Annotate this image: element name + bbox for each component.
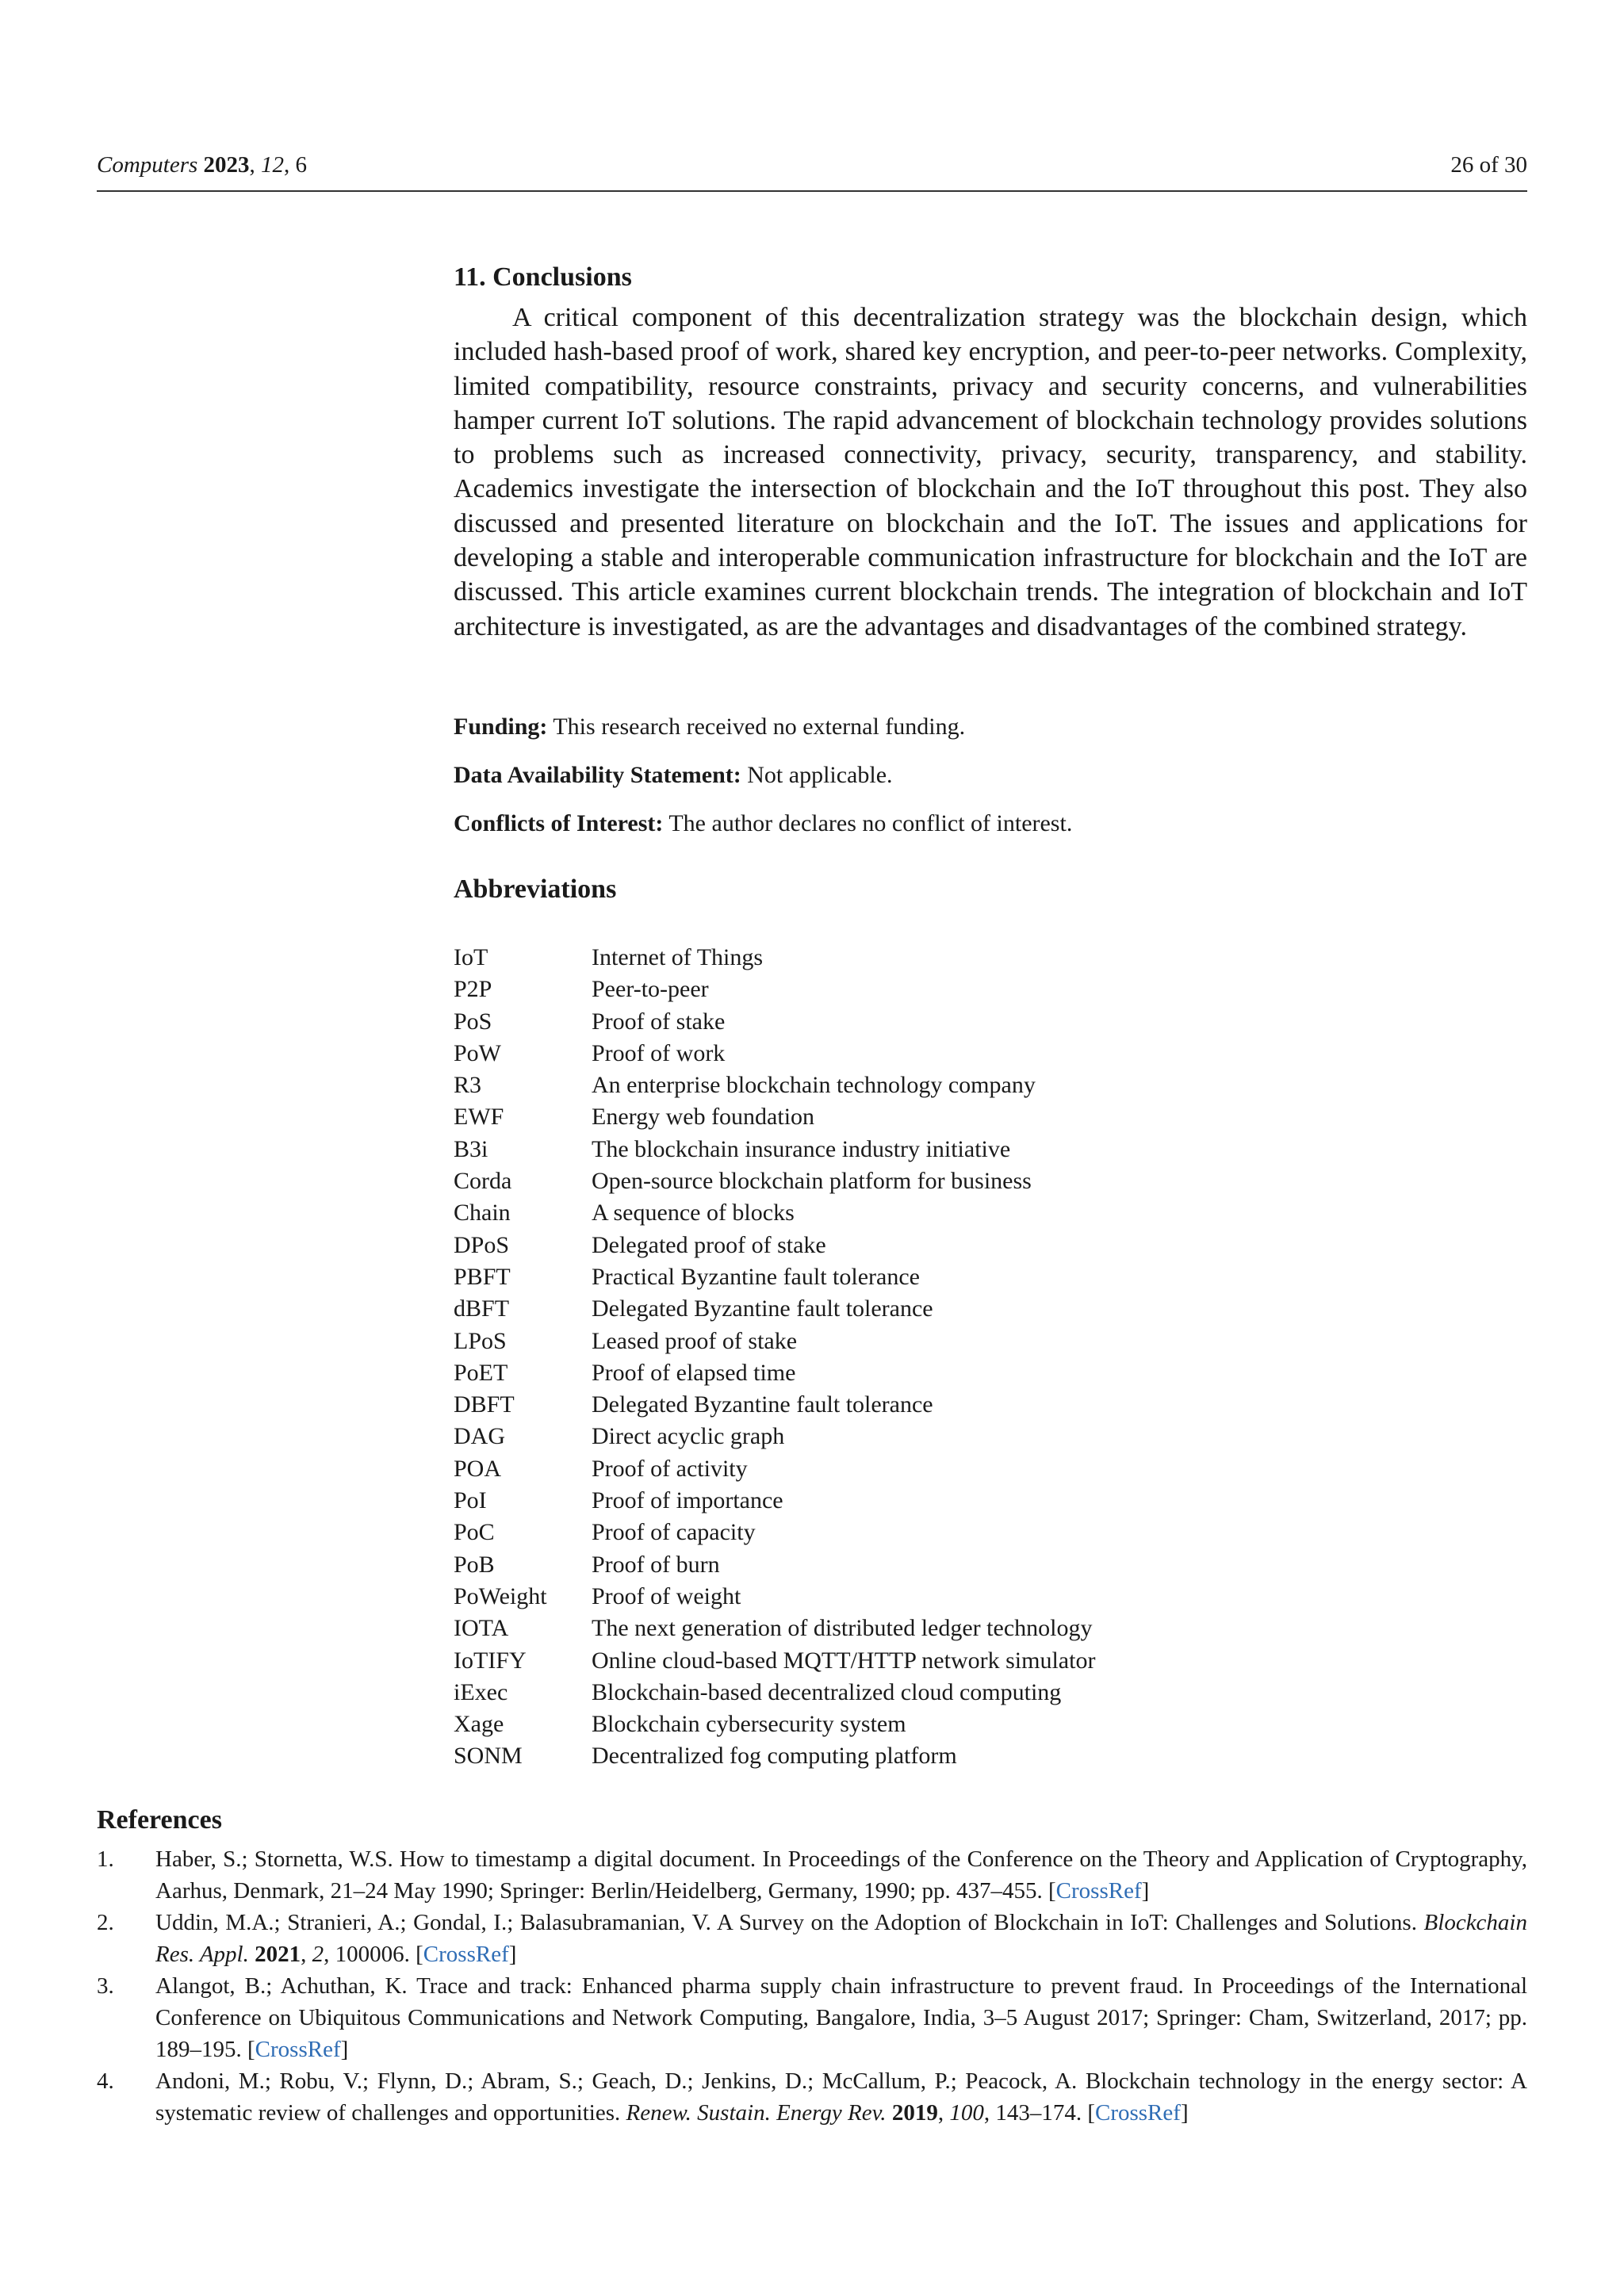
conflicts-label: Conflicts of Interest: (454, 810, 664, 836)
abbreviation-term: EWF (454, 1104, 504, 1131)
abbreviation-term: POA (454, 1455, 502, 1482)
abbreviation-row (454, 1230, 1527, 1261)
conclusions-paragraph: A critical component of this decentralization strategy was the blockchain design, which included hash-based proof of work, shared key encryption, and peer-to-peer networks. Complexity, limited compatibility, resource constraints, privacy and security concerns, and vulnerabilities hamper current IoT solutions. The rapid advancement of blockchain technology provides solutions to problems such as increased connectivity, privacy, security, transparency, and stability. Academics investigate the intersection of blockchain and the IoT throughout this post. They also discussed and presented literature on blockchain and the IoT. The issues and applications for developing a stable and interoperable communication infrastructure for blockchain and the IoT are discussed. This article examines current blockchain trends. The integration of blockchain and IoT architecture is investigated, as are the advantages and disadvantages of the combined strategy. (454, 303, 1527, 641)
abbreviation-term: LPoS (454, 1327, 507, 1354)
abbreviation-definition: The next generation of distributed ledger technology (592, 1615, 1093, 1642)
abbreviation-row (454, 942, 1527, 974)
reference-text: Andoni, M.; Robu, V.; Flynn, D.; Abram, S.; Geach, D.; Jenkins, D.; McCallum, P.; Peacock, A. Blockchain technology in the energy sector: A systematic review of challenges and opportunities. (155, 2068, 1527, 2126)
abbreviation-row (454, 1740, 1527, 1772)
abbreviation-row (454, 1038, 1527, 1070)
abbreviation-definition: Proof of work (592, 1039, 726, 1066)
article-number: 6 (295, 152, 308, 178)
funding-statement (454, 711, 1527, 743)
journal-volume: 12 (261, 152, 285, 178)
reference-number: 2. (97, 1910, 114, 1935)
abbreviation-definition: Open-source blockchain platform for business (592, 1168, 1032, 1195)
reference-text: Uddin, M.A.; Stranieri, A.; Gondal, I.; Balasubramanian, V. A Survey on the Adoption of Blockchain in IoT: Challenges and Solutions. (155, 1910, 1417, 1935)
abbreviations-table (454, 942, 1527, 1773)
abbreviation-row (454, 1453, 1527, 1485)
abbreviation-row (454, 1581, 1527, 1613)
abbreviation-row (454, 974, 1527, 1005)
reference-year: 2019 (891, 2100, 938, 2126)
abbreviation-row (454, 1389, 1527, 1421)
abbreviation-term: PoET (454, 1359, 508, 1386)
abbreviation-definition: Proof of importance (592, 1487, 783, 1514)
abbreviation-definition: Proof of weight (592, 1582, 741, 1609)
abbreviation-row (454, 1326, 1527, 1357)
data-availability-text: Not applicable. (747, 762, 893, 788)
abbreviation-definition: Energy web foundation (592, 1104, 815, 1131)
abbreviation-definition: An enterprise blockchain technology company (592, 1072, 1036, 1099)
abbreviation-term: SONM (454, 1743, 523, 1770)
journal-year: 2023 (203, 152, 250, 178)
reference-pages: , 100006. (324, 1942, 410, 1967)
abbreviation-definition: The blockchain insurance industry initiative (592, 1135, 1011, 1162)
abbreviation-row (454, 1006, 1527, 1038)
abbreviation-row (454, 1357, 1527, 1389)
reference-year: 2021 (255, 1942, 301, 1967)
crossref-link[interactable]: CrossRef (255, 2037, 341, 2062)
reference-number: 1. (97, 1846, 114, 1872)
abbreviation-definition: Blockchain cybersecurity system (592, 1711, 906, 1738)
abbreviation-row (454, 1485, 1527, 1517)
abbreviation-row (454, 1549, 1527, 1581)
abbreviation-term: R3 (454, 1072, 482, 1099)
abbreviation-term: DAG (454, 1423, 505, 1450)
page-number: 26 of 30 (1450, 152, 1527, 178)
abbreviation-row (454, 1134, 1527, 1165)
reference-text: Alangot, B.; Achuthan, K. Trace and track: Enhanced pharma supply chain infrastructure to prevent fraud. In Proceedings of the International Conference on Ubiquitous Communications and Network Computing, Bangalore, India, 3–5 August 2017; Springer: Cham, Switzerland, 2017; pp. 189–195. (155, 1973, 1527, 2062)
abbreviation-definition: Leased proof of stake (592, 1327, 798, 1354)
abbreviation-row (454, 1613, 1527, 1644)
abbreviation-definition: Delegated proof of stake (592, 1231, 826, 1258)
abbreviation-row (454, 1165, 1527, 1197)
reference-item: 3. Alangot, B.; Achuthan, K. Trace and track: Enhanced pharma supply chain infrastructure to prevent fraud. In Proceedings of the International Conference on Ubiquitous Communications and Network Computing, Bangalore, India, 3–5 August 2017; Springer: Cham, Switzerland, 2017; pp. 189–195. [CrossRef] (97, 1970, 1527, 2065)
conflicts-statement (454, 808, 1527, 840)
abbreviation-definition: Practical Byzantine fault tolerance (592, 1263, 920, 1290)
abbreviation-row (454, 1197, 1527, 1229)
abbreviation-term: iExec (454, 1678, 508, 1705)
abbreviation-definition: Blockchain-based decentralized cloud computing (592, 1678, 1062, 1705)
abbreviation-definition: Online cloud-based MQTT/HTTP network simulator (592, 1647, 1096, 1674)
reference-volume: 2 (312, 1942, 324, 1967)
abbreviation-term: Xage (454, 1711, 504, 1738)
abbreviation-term: PoW (454, 1039, 501, 1066)
abbreviations-heading: Abbreviations (454, 874, 617, 904)
journal-citation: Computers 2023, 12, 6 (97, 152, 308, 178)
reference-item: 4. Andoni, M.; Robu, V.; Flynn, D.; Abram, S.; Geach, D.; Jenkins, D.; McCallum, P.; Peacock, A. Blockchain technology in the energy sector: A systematic review of challenges and opportunities. Renew. Sustain. Energy Rev. 2019, 100, 143–174. [CrossRef] (97, 2065, 1527, 2129)
crossref-link[interactable]: CrossRef (1055, 1878, 1142, 1904)
abbreviation-term: P2P (454, 976, 492, 1003)
reference-source: Blockchain Res. Appl. (155, 1910, 1527, 1967)
abbreviation-definition: Internet of Things (592, 944, 764, 970)
abbreviation-term: PoC (454, 1519, 495, 1546)
abbreviation-row (454, 1645, 1527, 1677)
abbreviation-term: DBFT (454, 1391, 515, 1418)
abbreviation-row (454, 1070, 1527, 1101)
abbreviation-row (454, 1101, 1527, 1133)
abbreviation-definition: Proof of burn (592, 1551, 720, 1578)
journal-name: Computers (97, 152, 198, 178)
reference-number: 4. (97, 2068, 114, 2094)
abbreviation-definition: Delegated Byzantine fault tolerance (592, 1295, 933, 1322)
abbreviation-definition: Delegated Byzantine fault tolerance (592, 1391, 933, 1418)
abbreviation-row (454, 1677, 1527, 1709)
data-availability-label: Data Availability Statement: (454, 762, 741, 788)
reference-volume: 100 (949, 2100, 984, 2126)
reference-number: 3. (97, 1973, 114, 1999)
abbreviation-term: PoS (454, 1008, 492, 1035)
abbreviation-definition: A sequence of blocks (592, 1200, 795, 1226)
references-heading: References (97, 1805, 222, 1835)
running-header (97, 149, 1527, 181)
crossref-link[interactable]: CrossRef (423, 1942, 509, 1967)
abbreviation-term: PoB (454, 1551, 495, 1578)
section-heading-conclusions: 11. Conclusions (454, 262, 632, 292)
abbreviation-term: IoTIFY (454, 1647, 527, 1674)
abbreviation-row (454, 1421, 1527, 1452)
crossref-link[interactable]: CrossRef (1094, 2100, 1181, 2126)
abbreviation-row (454, 1517, 1527, 1548)
abbreviation-term: IoT (454, 944, 488, 970)
reference-item: 2. Uddin, M.A.; Stranieri, A.; Gondal, I.; Balasubramanian, V. A Survey on the Adoption of Blockchain in IoT: Challenges and Solutions. Blockchain Res. Appl. 2021, 2, 100006. [CrossRef] (97, 1907, 1527, 1970)
abbreviation-definition: Direct acyclic graph (592, 1423, 785, 1450)
abbreviation-term: dBFT (454, 1295, 510, 1322)
abbreviation-definition: Proof of capacity (592, 1519, 756, 1546)
abbreviation-row (454, 1709, 1527, 1740)
references-list (97, 1843, 1527, 2129)
abbreviation-definition: Proof of elapsed time (592, 1359, 796, 1386)
abbreviation-term: DPoS (454, 1231, 510, 1258)
abbreviation-term: Chain (454, 1200, 511, 1226)
funding-label: Funding: (454, 714, 548, 740)
abbreviation-term: Corda (454, 1168, 512, 1195)
abbreviation-term: B3i (454, 1135, 488, 1162)
abbreviation-definition: Proof of activity (592, 1455, 748, 1482)
funding-text: This research received no external funding. (553, 714, 966, 740)
data-availability-statement (454, 760, 1527, 791)
abbreviation-definition: Decentralized fog computing platform (592, 1743, 957, 1770)
conflicts-text: The author declares no conflict of interest. (668, 810, 1073, 836)
abbreviation-term: PoWeight (454, 1582, 547, 1609)
abbreviation-row (454, 1261, 1527, 1293)
reference-pages: , 143–174. (983, 2100, 1082, 2126)
header-rule (97, 190, 1527, 192)
reference-source: Renew. Sustain. Energy Rev. (626, 2100, 887, 2126)
reference-text: Haber, S.; Stornetta, W.S. How to timestamp a digital document. In Proceedings of the Conference on the Theory and Application of Cryptography, Aarhus, Denmark, 21–24 May 1990; Springer: Berlin/Heidelberg, Germany, 1990; pp. 437–455. (155, 1846, 1527, 1904)
abbreviation-definition: Peer-to-peer (592, 976, 709, 1003)
abbreviation-row (454, 1293, 1527, 1325)
abbreviation-term: PoI (454, 1487, 487, 1514)
abbreviation-definition: Proof of stake (592, 1008, 726, 1035)
abbreviation-term: IOTA (454, 1615, 509, 1642)
abbreviation-term: PBFT (454, 1263, 511, 1290)
reference-item: 1. Haber, S.; Stornetta, W.S. How to timestamp a digital document. In Proceedings of the Conference on the Theory and Application of Cryptography, Aarhus, Denmark, 21–24 May 1990; Springer: Berlin/Heidelberg, Germany, 1990; pp. 437–455. [CrossRef] (97, 1843, 1527, 1907)
